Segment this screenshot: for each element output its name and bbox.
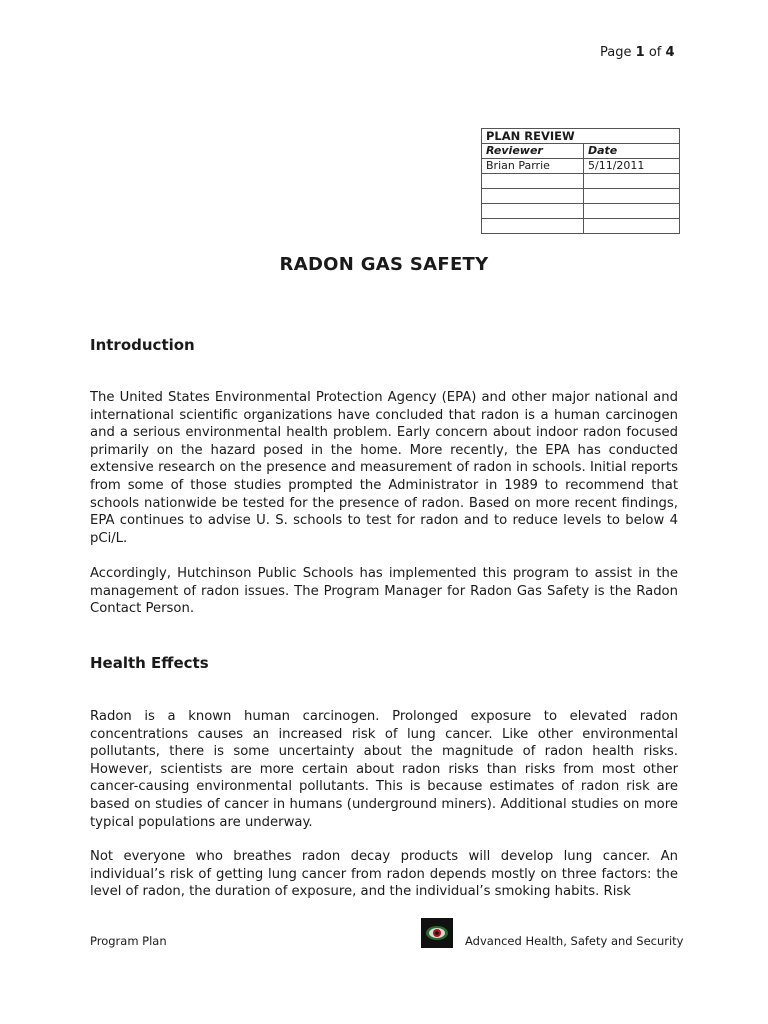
page-number — [600, 45, 675, 60]
page-label: Page — [600, 45, 632, 60]
date-header: Date — [584, 144, 680, 159]
table-row — [482, 159, 680, 174]
table-row — [482, 204, 680, 219]
page-total: 4 — [665, 45, 675, 60]
health-effects-paragraph-1: Radon is a known human carcinogen. Prolonged exposure to elevated radon concentrations causes an increased risk of lung cancer. Like other environmental pollutants, there is some uncertainty about the magnitude of radon health risks. However, scientists are more certain about radon risks than risks from most other cancer-causing environmental pollutants. This is because estimates of radon risk are based on studies of cancer in humans (underground miners). Additional studies on more typical populations are underway. — [90, 709, 678, 830]
date-cell — [584, 204, 680, 219]
footer-organization: Advanced Health, Safety and Security — [465, 934, 684, 948]
reviewer-cell — [482, 219, 584, 234]
plan-review-title: PLAN REVIEW — [482, 129, 680, 144]
introduction-paragraph-2: Accordingly, Hutchinson Public Schools has implemented this program to assist in the management of radon issues. The Program Manager for Radon Gas Safety is the Radon Contact Person. — [90, 566, 678, 617]
footer-program-plan: Program Plan — [90, 934, 167, 948]
table-row — [482, 174, 680, 189]
table-row — [482, 219, 680, 234]
reviewer-header: Reviewer — [482, 144, 584, 159]
introduction-paragraph-1: The United States Environmental Protection Agency (EPA) and other major national and international scientific organizations have concluded that radon is a human carcinogen and a serious environmental health problem. Early concern about indoor radon focused primarily on the hazard posed in the home. More recently, the EPA has conducted extensive research on the presence and measurement of radon in schools. Initial reports from some of those studies prompted the Administrator in 1989 to recommend that schools nationwide be tested for the presence of radon. Based on more recent findings, EPA continues to advise U. S. schools to test for radon and to reduce levels to below 4 pCi/L. — [90, 390, 678, 546]
reviewer-cell — [482, 174, 584, 189]
date-cell — [584, 174, 680, 189]
introduction-heading: Introduction — [90, 336, 195, 354]
table-row — [482, 189, 680, 204]
plan-review-table — [481, 128, 680, 234]
eye-logo-icon — [421, 918, 453, 948]
reviewer-cell — [482, 204, 584, 219]
health-effects-paragraph-2: Not everyone who breathes radon decay products will develop lung cancer. An individual’s risk of getting lung cancer from radon depends mostly on three factors: the level of radon, the duration of exposure, and the individual’s smoking habits. Risk — [90, 849, 678, 900]
reviewer-cell — [482, 189, 584, 204]
health-effects-heading: Health Effects — [90, 654, 209, 672]
date-cell — [584, 219, 680, 234]
document-title: RADON GAS SAFETY — [279, 254, 489, 275]
reviewer-cell: Brian Parrie — [482, 159, 584, 174]
page-of: of — [648, 45, 662, 60]
page-current: 1 — [635, 45, 645, 60]
date-cell — [584, 189, 680, 204]
date-cell: 5/11/2011 — [584, 159, 680, 174]
